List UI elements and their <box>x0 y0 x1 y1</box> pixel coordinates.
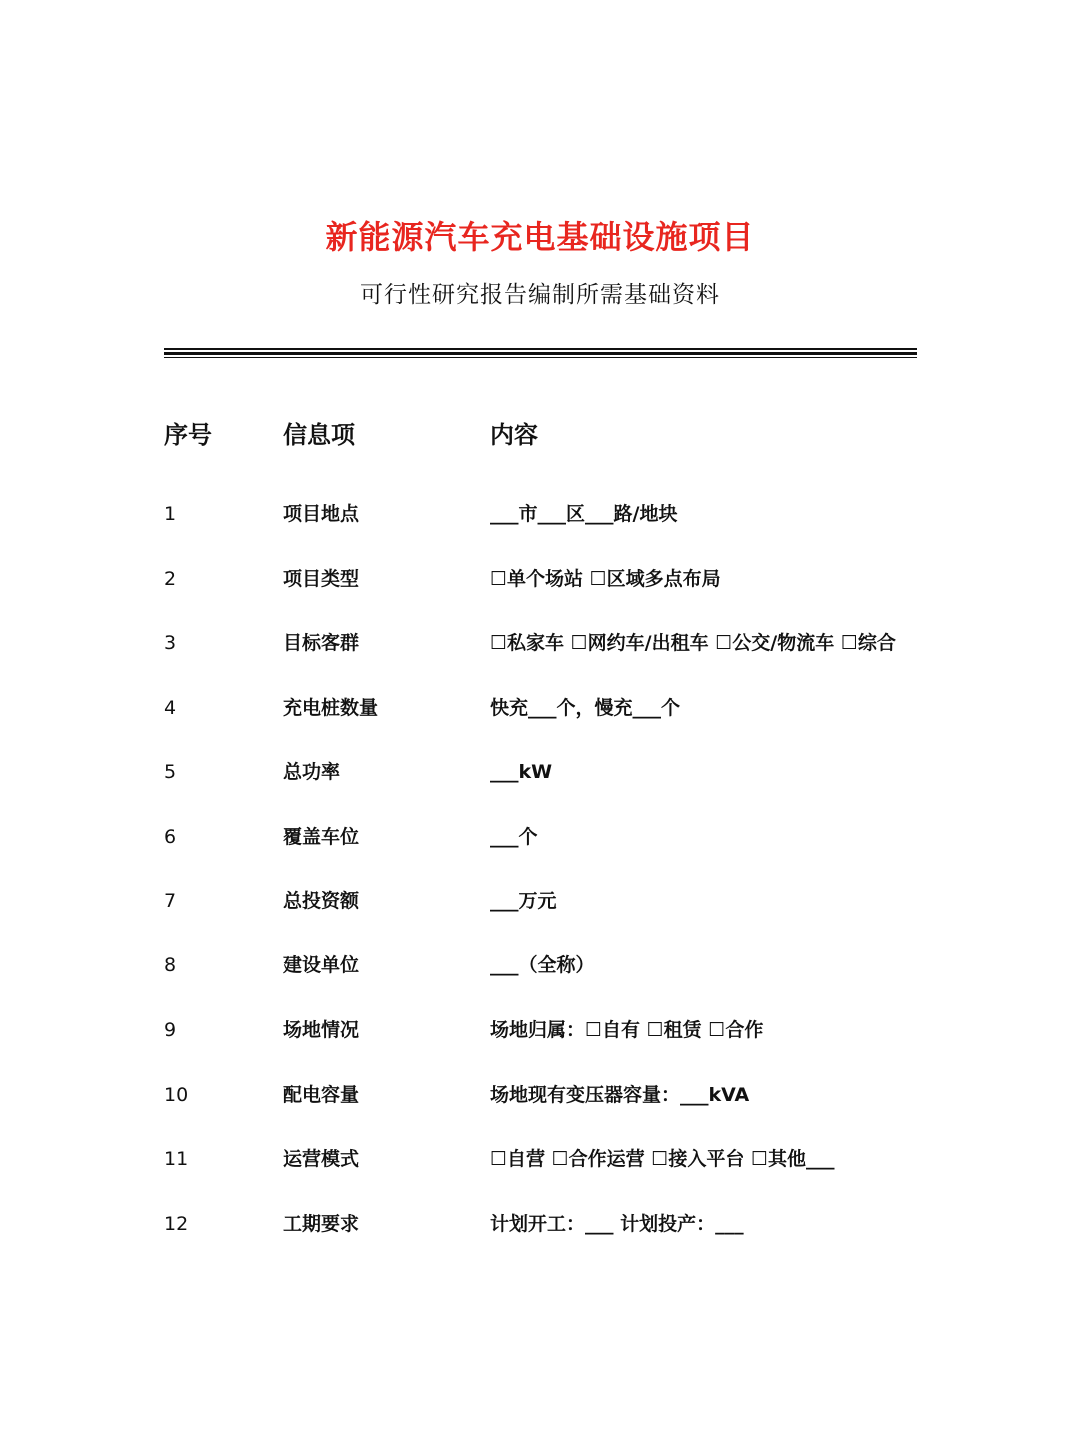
table-row <box>0 559 1080 599</box>
table-row <box>0 688 1080 728</box>
row-item: 运营模式 <box>283 1148 360 1170</box>
header-divider-bottom <box>164 357 917 358</box>
row-item: 配电容量 <box>283 1084 360 1106</box>
row-content: ☐自营 ☐合作运营 ☐接入平台 ☐其他___ <box>490 1148 835 1170</box>
table-row <box>0 494 1080 534</box>
table-row <box>0 1010 1080 1050</box>
table-header <box>0 415 1080 455</box>
document-title: 新能源汽车充电基础设施项目 <box>325 218 755 256</box>
row-content: ☐单个场站 ☐区域多点布局 <box>490 568 721 590</box>
row-number: 6 <box>164 826 177 848</box>
row-number: 5 <box>164 761 177 783</box>
row-number: 4 <box>164 697 177 719</box>
row-item: 充电桩数量 <box>283 697 379 719</box>
table-row <box>0 1075 1080 1115</box>
row-content: ___kW <box>490 761 553 783</box>
header-number: 序号 <box>164 421 212 449</box>
row-item: 项目地点 <box>283 503 360 525</box>
row-content: ___个 <box>490 826 538 848</box>
row-content: ___（全称） <box>490 954 595 976</box>
row-number: 8 <box>164 954 177 976</box>
table-row <box>0 945 1080 985</box>
row-content: ___市___区___路/地块 <box>490 503 678 525</box>
row-item: 建设单位 <box>283 954 360 976</box>
row-item: 场地情况 <box>283 1019 360 1041</box>
row-item: 工期要求 <box>283 1213 360 1235</box>
table-row <box>0 752 1080 792</box>
row-item: 目标客群 <box>283 632 360 654</box>
row-content: ___万元 <box>490 890 557 912</box>
header-divider-middle <box>164 352 917 355</box>
row-item: 项目类型 <box>283 568 360 590</box>
row-content: 场地归属：☐自有 ☐租赁 ☐合作 <box>490 1019 764 1041</box>
header-item: 信息项 <box>283 421 355 449</box>
table-row <box>0 1139 1080 1179</box>
row-content: ☐私家车 ☐网约车/出租车 ☐公交/物流车 ☐综合 <box>490 632 896 654</box>
table-row <box>0 623 1080 663</box>
row-item: 总功率 <box>283 761 341 783</box>
row-number: 10 <box>164 1084 189 1106</box>
row-item: 覆盖车位 <box>283 826 360 848</box>
header-divider-top <box>164 348 917 350</box>
row-content: 场地现有变压器容量：___kVA <box>490 1084 750 1106</box>
row-number: 9 <box>164 1019 177 1041</box>
row-number: 2 <box>164 568 177 590</box>
row-content: 计划开工：___ 计划投产：___ <box>490 1213 744 1235</box>
row-number: 7 <box>164 890 177 912</box>
table-row <box>0 1204 1080 1244</box>
row-number: 11 <box>164 1148 189 1170</box>
header-content: 内容 <box>490 421 538 449</box>
row-number: 3 <box>164 632 177 654</box>
table-row <box>0 881 1080 921</box>
table-row <box>0 817 1080 857</box>
row-number: 12 <box>164 1213 189 1235</box>
document-subtitle: 可行性研究报告编制所需基础资料 <box>360 282 720 308</box>
row-content: 快充___个，慢充___个 <box>490 697 681 719</box>
row-number: 1 <box>164 503 177 525</box>
row-item: 总投资额 <box>283 890 360 912</box>
